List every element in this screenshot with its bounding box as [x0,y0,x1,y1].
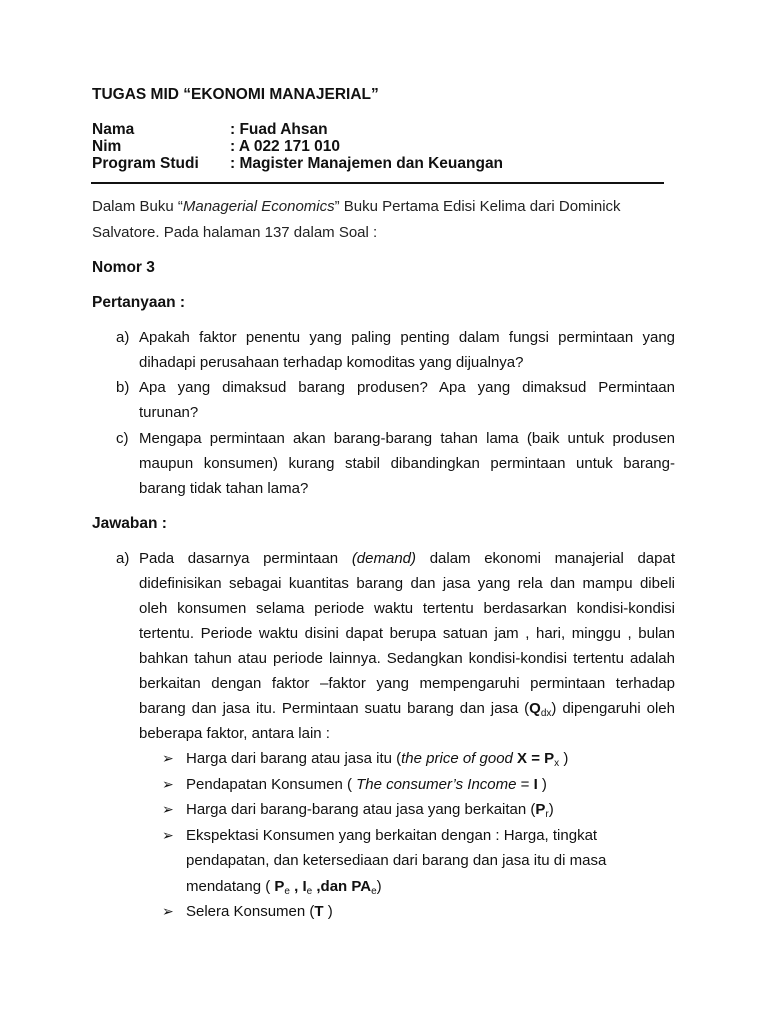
answer-text: Pada dasarnya permintaan [139,550,352,567]
bullet-arrow-icon: ➢ [162,827,174,843]
info-label-nama: Nama [92,121,135,138]
question-a-line: Apakah faktor penentu yang paling penting dalam fungsi permintaan yang [139,329,675,346]
bullet-symbol: T [314,903,324,920]
jawaban-heading: Jawaban : [92,515,167,532]
answer-emphasis: (demand) [351,550,417,567]
question-c-line: barang tidak tahan lama? [139,480,309,497]
bullet-text: Harga dari barang atau jasa itu ( [186,750,402,767]
bullet-text: ) [559,750,569,767]
question-a-marker: a) [116,329,130,346]
question-b-marker: b) [116,379,130,396]
bullet-text: ) [548,801,554,818]
bullet-subscript: e [371,886,377,897]
bullet-item [186,903,333,920]
bullet-text: = [516,776,534,793]
answer-line: berkaitan dengan faktor –faktor yang mempengaruhi permintaan terhadap [139,675,675,692]
nomor-heading: Nomor 3 [92,259,155,276]
intro-line-2: Salvatore. Pada halaman 137 dalam Soal : [92,224,378,241]
bullet-subscript: x [554,758,560,769]
bullet-symbol: X = P [512,750,555,767]
bullet-arrow-icon: ➢ [162,903,174,919]
bullet-symbol: P [274,878,285,895]
bullet-text: Pendapatan Konsumen ( [186,776,357,793]
header-divider [91,182,664,184]
info-value-nim: : A 022 171 010 [230,138,341,155]
intro-line-1 [92,198,621,215]
bullet-text: ) [323,903,333,920]
answer-text: dalam ekonomi manajerial dapat [416,550,675,567]
bullet-item [186,750,568,769]
bullet-text: Selera Konsumen ( [186,903,315,920]
bullet-item: Ekspektasi Konsumen yang berkaitan dengan : Harga, tingkat [186,827,598,844]
answer-line [139,700,675,719]
bullet-emphasis: the price of good [401,750,513,767]
answer-line [139,550,675,567]
answer-text: barang dan jasa itu. Permintaan suatu barang dan jasa ( [139,700,530,717]
info-row-nim [92,138,340,156]
question-b-line: turunan? [139,404,199,421]
intro-text: Dalam Buku “ [92,198,183,215]
document-title: TUGAS MID “EKONOMI MANAJERIAL” [92,86,379,103]
bullet-text: ) [537,776,547,793]
bullet-item-continued [186,878,382,897]
pertanyaan-heading: Pertanyaan : [92,294,186,311]
bullet-symbol: ,dan PA [312,878,372,895]
question-c-line: maupun konsumen) kurang stabil dibandingkan permintaan untuk barang- [139,455,675,472]
bullet-item [186,801,554,820]
answer-line: oleh konsumen selama periode waktu tertentu berdasarkan kondisi-kondisi [139,600,675,617]
info-label-nim: Nim [92,138,122,155]
bullet-symbol: , I [289,878,307,895]
bullet-emphasis: The consumer’s Income [356,776,517,793]
answer-line: beberapa faktor, antara lain : [139,725,330,742]
answer-text: ) dipengaruhi oleh [551,700,675,717]
info-value-program-studi: : Magister Manajemen dan Keuangan [230,155,504,172]
question-a-line: dihadapi perusahaan terhadap komoditas yang dijualnya? [139,354,524,371]
bullet-subscript: e [284,886,290,897]
bullet-text: mendatang ( [186,878,275,895]
bullet-arrow-icon: ➢ [162,776,174,792]
bullet-item [186,776,547,793]
bullet-item-continued: pendapatan, dan ketersediaan dari barang dan jasa itu di masa [186,852,607,869]
question-c-line: Mengapa permintaan akan barang-barang tahan lama (baik untuk produsen [139,430,675,447]
answer-line: didefinisikan sebagai kuantitas barang dan jasa yang rela dan mampu dibeli [139,575,675,592]
info-label-program-studi: Program Studi [92,155,199,172]
info-row-program-studi [92,155,503,173]
bullet-symbol: P [535,801,546,818]
intro-text: ” Buku Pertama Edisi Kelima dari Dominick [334,198,621,215]
answer-line: bahkan tahun atau periode lainnya. Sedangkan kondisi-kondisi tertentu adalah [139,650,675,667]
answer-symbol: Q [529,700,541,717]
bullet-subscript: e [306,886,313,897]
bullet-text: ) [376,878,382,895]
bullet-subscript: r [545,809,549,820]
bullet-arrow-icon: ➢ [162,801,174,817]
answer-line: tertentu. Periode waktu disini dapat berupa satuan jam , hari, minggu , bulan [139,625,675,642]
answer-subscript: dx [540,708,552,719]
info-row-nama [92,121,328,139]
bullet-arrow-icon: ➢ [162,750,174,766]
info-value-nama: : Fuad Ahsan [230,121,328,138]
question-b-line: Apa yang dimaksud barang produsen? Apa yang dimaksud Permintaan [139,379,675,396]
answer-a-marker: a) [116,550,130,567]
bullet-text: Harga dari barang-barang atau jasa yang berkaitan ( [186,801,536,818]
bullet-symbol: I [533,776,538,793]
question-c-marker: c) [116,430,129,447]
intro-book-title: Managerial Economics [182,198,335,215]
